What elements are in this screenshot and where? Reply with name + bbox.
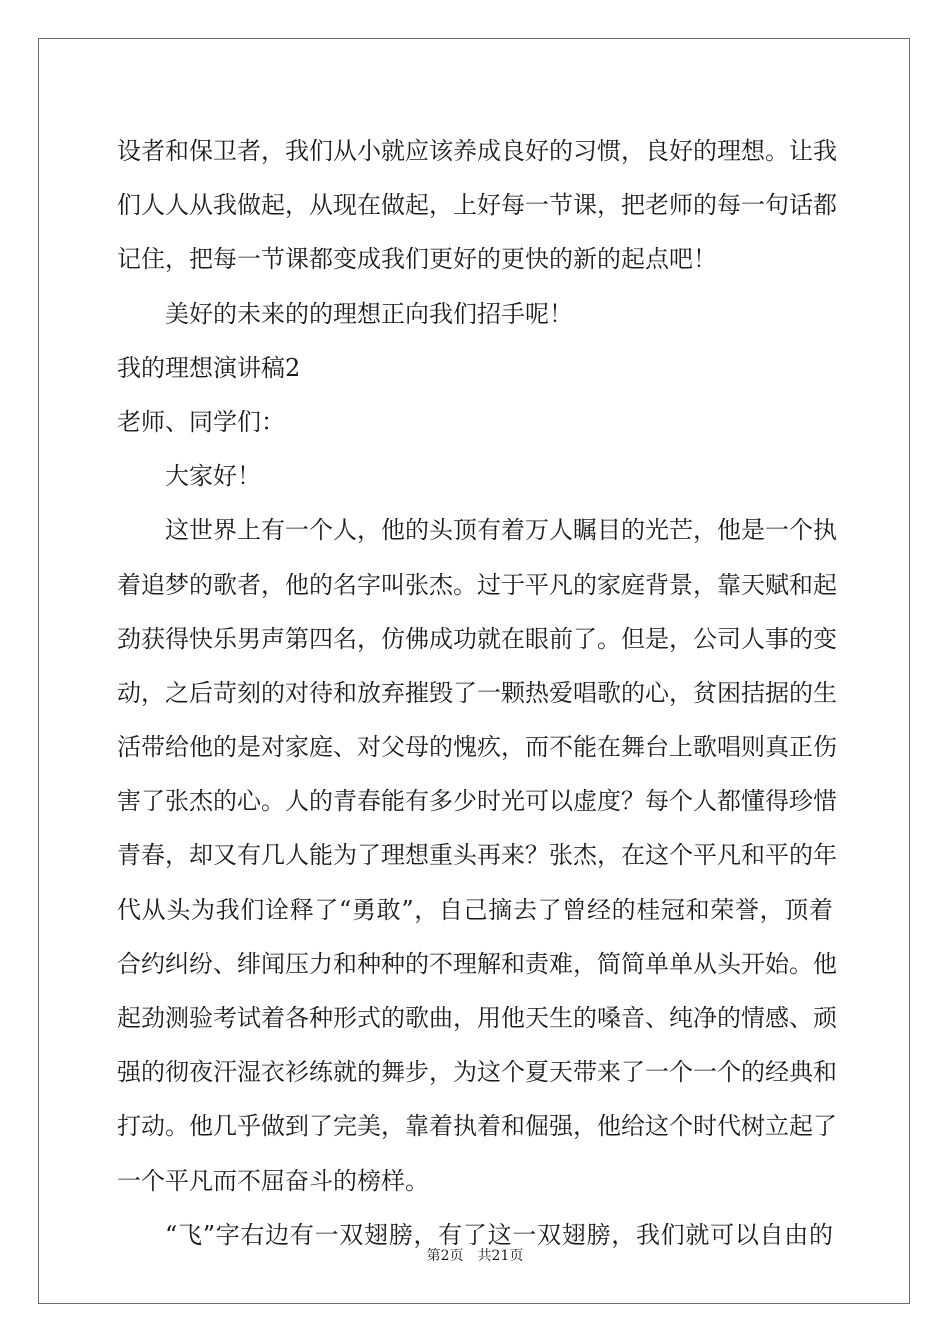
text-line: 一个平凡而不屈奋斗的榜样。: [117, 1166, 429, 1195]
text-line: 害了张杰的心。人的青春能有多少时光可以虚度？每个人都懂得珍惜: [117, 787, 837, 816]
text-line: 动，之后苛刻的对待和放弃摧毁了一颗热爱唱歌的心，贫困拮据的生: [117, 678, 837, 707]
text-line: 着追梦的歌者，他的名字叫张杰。过于平凡的家庭背景，靠天赋和起: [117, 570, 837, 599]
text-line: 老师、同学们：: [117, 407, 285, 436]
text-line: 起劲测验考试着各种形式的歌曲，用他天生的嗓音、纯净的情感、顽: [117, 1004, 837, 1032]
document-body: [117, 128, 837, 1266]
text-line: 合约纠纷、绯闻压力和种种的不理解和责难，简简单单从头开始。他: [117, 949, 837, 978]
text-line: 劲获得快乐男声第四名，仿佛成功就在眼前了。但是，公司人事的变: [117, 624, 837, 653]
text-line: “飞”字右边有一双翅膀，有了这一双翅膀，我们就可以自由的: [165, 1220, 833, 1249]
text-line: 记住，把每一节课都变成我们更好的更快的新的起点吧！: [117, 245, 717, 274]
text-line: 打动。他几乎做到了完美，靠着执着和倔强，他给这个时代树立起了: [117, 1112, 837, 1141]
page-footer: [0, 1245, 950, 1265]
text-line: 代从头为我们诠释了“勇敢”，自己摘去了曾经的桂冠和荣誉，顶着: [117, 895, 833, 924]
text-line: 美好的未来的的理想正向我们招手呢！: [165, 299, 573, 328]
text-line: 大家好！: [165, 462, 261, 491]
text-line: 我的理想演讲稿2: [117, 353, 301, 382]
text-line: 强的彻夜汗湿衣衫练就的舞步，为这个夏天带来了一个一个的经典和: [117, 1058, 837, 1087]
text-line: 这世界上有一个人，他的头顶有着万人瞩目的光芒，他是一个执: [165, 516, 837, 545]
text-line: 活带给他的是对家庭、对父母的愧疚，而不能在舞台上歌唱则真正伤: [117, 733, 837, 762]
page-total: 共21页: [477, 1248, 524, 1264]
text-line: 们人人从我做起，从现在做起，上好每一节课，把老师的每一句话都: [117, 191, 837, 220]
page-number: 第2页: [426, 1248, 464, 1264]
text-line: 设者和保卫者，我们从小就应该养成良好的习惯，良好的理想。让我: [117, 137, 837, 165]
text-line: 青春，却又有几人能为了理想重头再来？张杰，在这个平凡和平的年: [117, 841, 837, 870]
